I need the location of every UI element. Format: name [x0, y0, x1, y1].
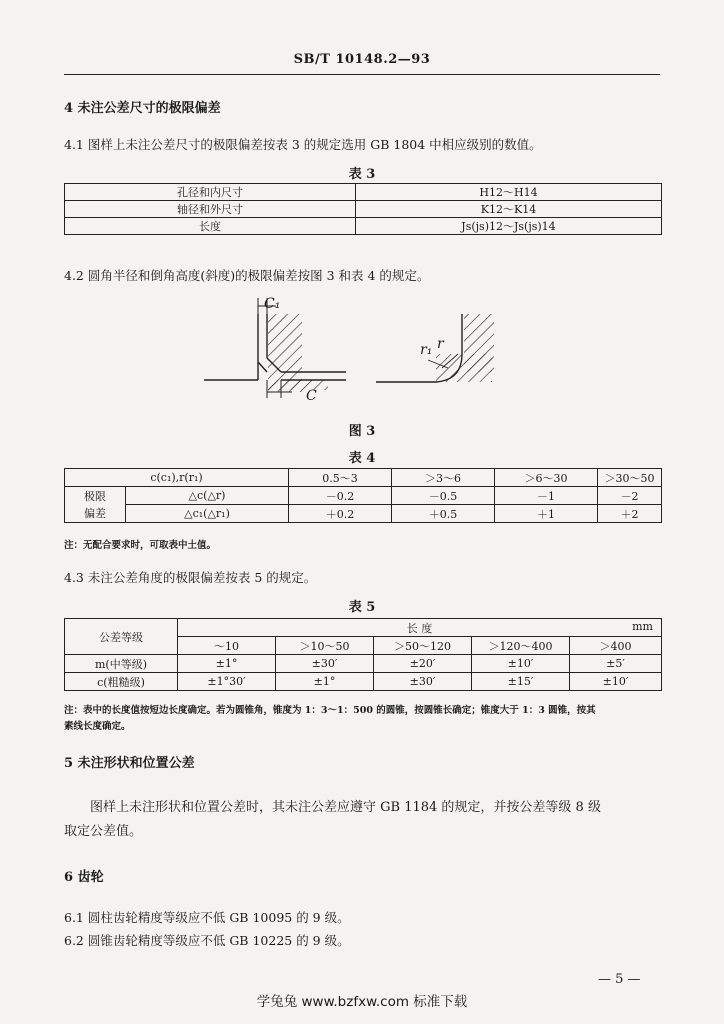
table-4-note: 注：无配合要求时，可取表中土值。 [64, 540, 217, 551]
table-header: ～10 [178, 637, 276, 655]
table-header: ＞120～400 [472, 637, 570, 655]
table-header: ＞400 [570, 637, 662, 655]
table-cell: △c₁(△r₁) [126, 505, 289, 523]
table-cell: 极限 [65, 487, 126, 505]
table-row [65, 201, 662, 218]
table-header: ＞10～50 [276, 637, 374, 655]
section-4-title: 4 未注公差尺寸的极限偏差 [64, 101, 221, 116]
table-cell: －0.2 [289, 487, 392, 505]
chamfer-drawing [204, 298, 346, 398]
clause-6-1: 6.1 圆柱齿轮精度等级应不低 GB 10095 的 9 级。 [64, 910, 350, 925]
table-cell: ±1° [178, 655, 276, 673]
section-6-title: 6 齿轮 [64, 870, 104, 885]
table-header [178, 619, 662, 637]
section-5-title: 5 未注形状和位置公差 [64, 756, 195, 771]
table-row [65, 655, 662, 673]
unit-label: mm [632, 620, 653, 633]
table-cell: ＋0.5 [392, 505, 495, 523]
table-5-note-line-1: 注：表中的长度值按短边长度确定。若为圆锥角，锥度为 1：3～1：500 的圆锥，按圆锥长确定；锥度大于 1：3 圆锥，按其 [64, 705, 596, 716]
figure-3-drawing [196, 292, 526, 412]
section-5-body-line-2: 取定公差值。 [64, 824, 143, 839]
clause-6-2: 6.2 圆锥齿轮精度等级应不低 GB 10225 的 9 级。 [64, 933, 350, 948]
table-header: 公差等级 [65, 619, 178, 655]
table-cell: 偏差 [65, 505, 126, 523]
table-cell: Js(js)12～Js(js)14 [356, 218, 662, 235]
table-cell: ±1°30′ [178, 673, 276, 691]
table-cell: ＋1 [495, 505, 598, 523]
table-header: 0.5～3 [289, 469, 392, 487]
table-cell: －1 [495, 487, 598, 505]
table-4 [64, 468, 662, 523]
figure-label-c1: C₁ [264, 296, 281, 312]
table-row [65, 619, 662, 637]
table-cell: 长度 [65, 218, 356, 235]
table-row [65, 184, 662, 201]
table-row [65, 469, 662, 487]
table-cell: －0.5 [392, 487, 495, 505]
page-number: — 5 — [598, 972, 641, 987]
length-header: 长 度 [406, 621, 433, 635]
table-cell: ±10′ [472, 655, 570, 673]
table-header: ＞3～6 [392, 469, 495, 487]
table-row [65, 218, 662, 235]
clause-4-3: 4.3 未注公差角度的极限偏差按表 5 的规定。 [64, 570, 317, 585]
fillet-drawing [376, 314, 494, 382]
table-cell: ±30′ [276, 655, 374, 673]
table-3-caption: 表 3 [348, 167, 376, 182]
table-cell: 轴径和外尺寸 [65, 201, 356, 218]
table-5-caption: 表 5 [348, 600, 376, 615]
table-header: ＞30～50 [598, 469, 662, 487]
standard-number: SB/T 10148.2—93 [293, 52, 431, 67]
figure-label-r: r [437, 336, 444, 352]
table-3 [64, 183, 662, 235]
header-rule [64, 74, 660, 75]
table-header: c(c₁),r(r₁) [65, 469, 289, 487]
table-4-caption: 表 4 [348, 451, 376, 466]
table-row [65, 505, 662, 523]
site-footer: 学兔兔 www.bzfxw.com 标准下载 [256, 994, 468, 1010]
table-cell: ＋2 [598, 505, 662, 523]
table-cell: ±10′ [570, 673, 662, 691]
table-cell: ±30′ [374, 673, 472, 691]
table-cell: ±20′ [374, 655, 472, 673]
table-cell: ±1° [276, 673, 374, 691]
table-cell: m(中等级) [65, 655, 178, 673]
figure-3-caption: 图 3 [348, 424, 376, 439]
table-cell: －2 [598, 487, 662, 505]
table-5-note-line-2: 素线长度确定。 [64, 721, 131, 732]
table-cell: K12～K14 [356, 201, 662, 218]
table-cell: △c(△r) [126, 487, 289, 505]
table-row [65, 673, 662, 691]
table-row [65, 487, 662, 505]
table-cell: ＋0.2 [289, 505, 392, 523]
figure-label-c: C [306, 388, 317, 404]
clause-4-2: 4.2 圆角半径和倒角高度(斜度)的极限偏差按图 3 和表 4 的规定。 [64, 268, 430, 283]
table-header: ＞50～120 [374, 637, 472, 655]
figure-label-r1: r₁ [420, 342, 433, 358]
section-5-body-line-1: 图样上未注形状和位置公差时，其未注公差应遵守 GB 1184 的规定，并按公差等级 8 级 [90, 800, 601, 815]
table-5 [64, 618, 662, 691]
table-cell: 孔径和内尺寸 [65, 184, 356, 201]
table-cell: ±5′ [570, 655, 662, 673]
table-header: ＞6～30 [495, 469, 598, 487]
table-cell: c(粗糙级) [65, 673, 178, 691]
table-cell: H12～H14 [356, 184, 662, 201]
table-cell: ±15′ [472, 673, 570, 691]
clause-4-1: 4.1 图样上未注公差尺寸的极限偏差按表 3 的规定选用 GB 1804 中相应级别的数值。 [64, 137, 542, 152]
